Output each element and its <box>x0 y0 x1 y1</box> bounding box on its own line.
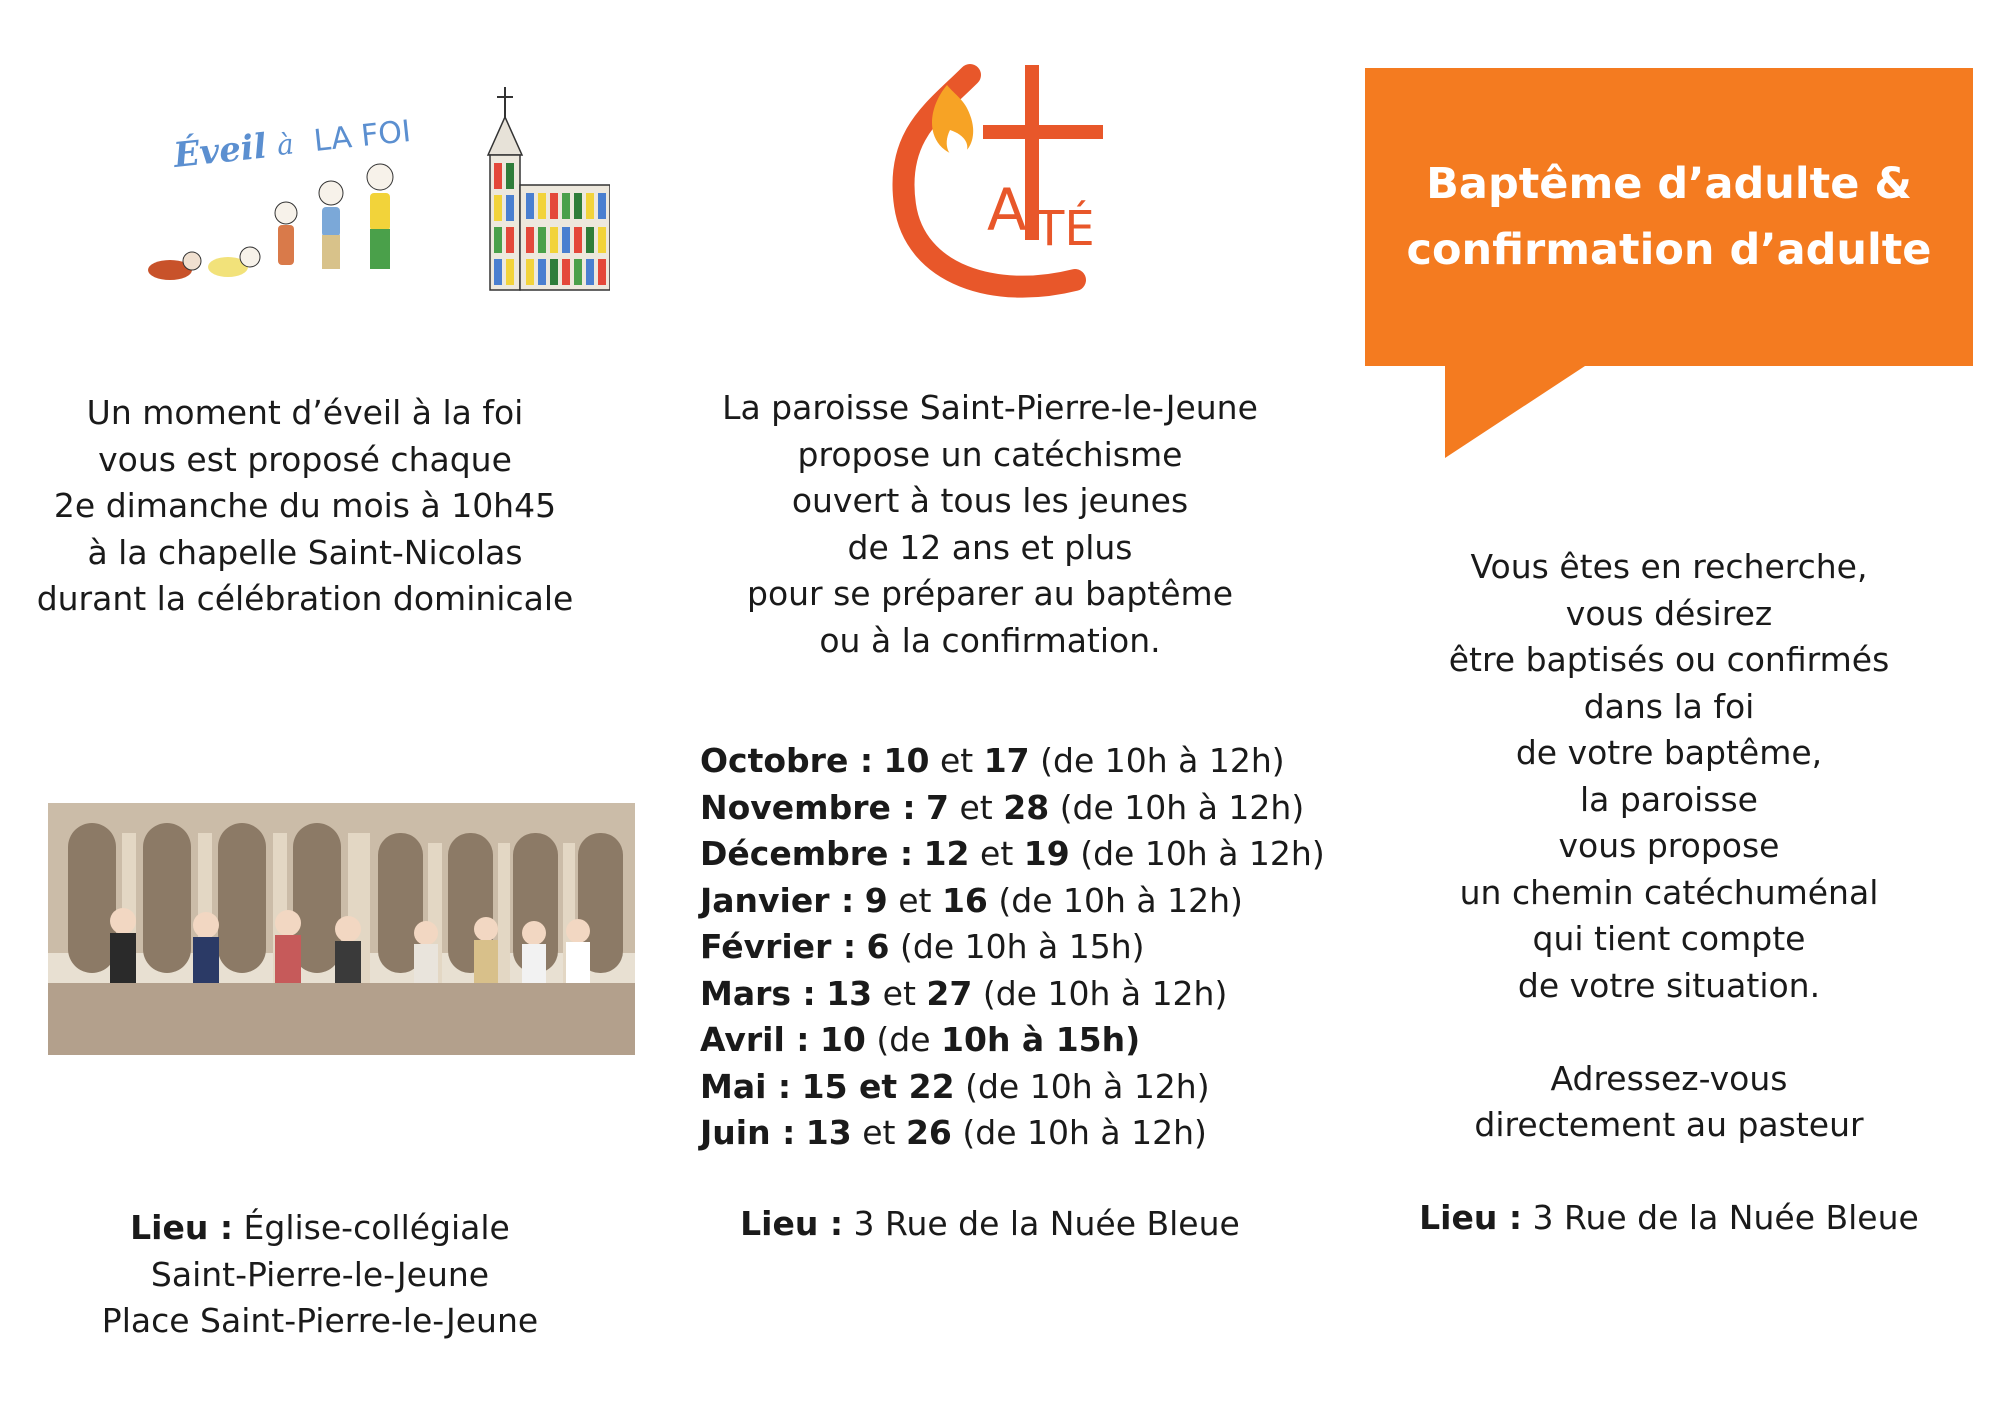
adult-line: qui tient compte <box>1532 919 1806 958</box>
adult-line: vous désirez <box>1565 593 1773 633</box>
kt-line: ou à la confirmation. <box>819 620 1161 660</box>
schedule-date: 6 <box>866 927 890 966</box>
kt-logo <box>875 55 1140 320</box>
kt-line: propose un catéchisme <box>797 434 1183 474</box>
adult-line: un chemin catéchuménal <box>1459 872 1879 912</box>
church-illustration <box>488 87 610 290</box>
lieu-line: Église-collégiale <box>243 1208 510 1247</box>
schedule-date: 28 <box>1003 787 1050 827</box>
lieu-value: 3 Rue de la Nuée Bleue <box>853 1204 1240 1243</box>
schedule-date: 17 <box>983 741 1030 780</box>
eveil-line: Un moment d’éveil à la foi <box>86 393 524 432</box>
schedule-row <box>700 785 1325 832</box>
kt-schedule <box>700 738 1325 1157</box>
schedule-row <box>700 924 1325 971</box>
callout-title <box>1365 68 1973 366</box>
schedule-month: Juin : <box>700 1113 796 1152</box>
adult-location <box>1365 1195 1973 1242</box>
kt-logo-letter-a: A <box>987 176 1027 244</box>
schedule-conjunction: et <box>939 741 974 780</box>
schedule-hours-bold: 10h à 15h) <box>941 1020 1141 1059</box>
adult-line: directement au pasteur <box>1474 1105 1864 1144</box>
schedule-conjunction: et <box>862 1113 896 1152</box>
lieu-label: Lieu : <box>1419 1198 1523 1237</box>
adult-line <box>1365 1009 1973 1056</box>
schedule-hours: (de 10h à 12h) <box>965 1066 1210 1106</box>
schedule-conjunction: et <box>882 973 916 1013</box>
schedule-month: Avril : <box>700 1020 810 1059</box>
adult-line: dans la foi <box>1583 686 1755 726</box>
adult-line: vous propose <box>1558 826 1780 865</box>
eveil-line: vous est proposé chaque <box>98 439 512 479</box>
schedule-hours: (de 10h à 12h) <box>1080 834 1325 873</box>
eveil-description <box>30 390 580 623</box>
schedule-row <box>700 971 1325 1018</box>
adult-line: la paroisse <box>1580 779 1758 819</box>
schedule-hours: (de 10h à 12h) <box>998 880 1243 920</box>
schedule-date: 7 <box>926 787 949 827</box>
logo-word-la-foi: LA FOI <box>312 113 413 159</box>
cloister-group-photo <box>48 803 635 1055</box>
schedule-date: 9 <box>864 880 888 920</box>
kt-line: La paroisse Saint-Pierre-le-Jeune <box>722 388 1258 427</box>
adult-line: de votre situation. <box>1517 965 1821 1005</box>
schedule-hours: (de 10h à 15h) <box>900 927 1145 966</box>
children-growing-illustration <box>148 164 393 280</box>
schedule-month: Octobre : <box>700 741 874 780</box>
schedule-row <box>700 1064 1325 1111</box>
schedule-date: 19 <box>1023 834 1070 873</box>
schedule-date: 10 <box>819 1020 866 1059</box>
schedule-date: 16 <box>941 880 988 920</box>
lieu-label: Lieu : <box>740 1204 844 1243</box>
schedule-row <box>700 1110 1325 1157</box>
eveil-location <box>40 1205 600 1345</box>
schedule-month: Mai : <box>700 1066 792 1106</box>
eveil-line: 2e dimanche du mois à 10h45 <box>53 486 557 525</box>
schedule-month: Février : <box>700 927 857 966</box>
adult-line: Vous êtes en recherche, <box>1470 547 1868 586</box>
schedule-month: Novembre : <box>700 787 916 827</box>
kt-location <box>700 1201 1280 1248</box>
lieu-line: Saint-Pierre-le-Jeune <box>150 1254 490 1294</box>
schedule-month: Janvier : <box>700 880 855 920</box>
schedule-hours: (de <box>876 1020 931 1059</box>
schedule-date: 13 <box>826 973 873 1013</box>
lieu-label: Lieu : <box>130 1208 234 1247</box>
kt-logo-letters-te: TÉ <box>1035 201 1095 257</box>
adult-description <box>1365 544 1973 1149</box>
callout-title-line: Baptême d’adulte & <box>1426 159 1912 209</box>
schedule-hours: (de 10h à 12h) <box>982 973 1228 1013</box>
kt-line: de 12 ans et plus <box>847 527 1133 567</box>
schedule-row <box>700 831 1325 878</box>
schedule-hours: (de 10h à 12h) <box>962 1113 1207 1152</box>
schedule-date: 10 <box>883 741 930 780</box>
logo-word-eveil: Éveil <box>171 126 269 176</box>
kt-line: pour se préparer au baptême <box>747 574 1233 613</box>
schedule-row <box>700 1017 1325 1064</box>
schedule-hours: (de 10h à 12h) <box>1059 787 1305 827</box>
schedule-date: 27 <box>926 973 973 1013</box>
adult-line: Adressez-vous <box>1550 1058 1788 1098</box>
adult-line: être baptisés ou confirmés <box>1448 640 1890 679</box>
kt-line: ouvert à tous les jeunes <box>791 481 1189 520</box>
schedule-date: 12 <box>923 834 970 873</box>
eveil-line: à la chapelle Saint-Nicolas <box>87 532 523 572</box>
callout-title-line: confirmation d’adulte <box>1406 225 1932 275</box>
schedule-row <box>700 738 1325 785</box>
eveil-line: durant la célébration dominicale <box>36 579 574 618</box>
schedule-date: 13 <box>805 1113 852 1152</box>
kt-description <box>700 385 1280 664</box>
schedule-month: Décembre : <box>700 834 914 873</box>
schedule-date: 26 <box>905 1113 952 1152</box>
lieu-value: 3 Rue de la Nuée Bleue <box>1532 1198 1919 1237</box>
schedule-conjunction: et <box>898 880 932 920</box>
schedule-row <box>700 878 1325 925</box>
schedule-hours: (de 10h à 12h) <box>1040 741 1285 780</box>
schedule-conjunction: et <box>980 834 1014 873</box>
eveil-a-la-foi-logo <box>140 85 610 295</box>
logo-word-a: à <box>275 127 296 162</box>
schedule-month: Mars : <box>700 973 816 1013</box>
lieu-line: Place Saint-Pierre-le-Jeune <box>101 1301 539 1340</box>
schedule-conjunction: et <box>959 787 993 827</box>
adult-line: de votre baptême, <box>1515 733 1823 772</box>
schedule-date: 15 et 22 <box>801 1066 955 1106</box>
